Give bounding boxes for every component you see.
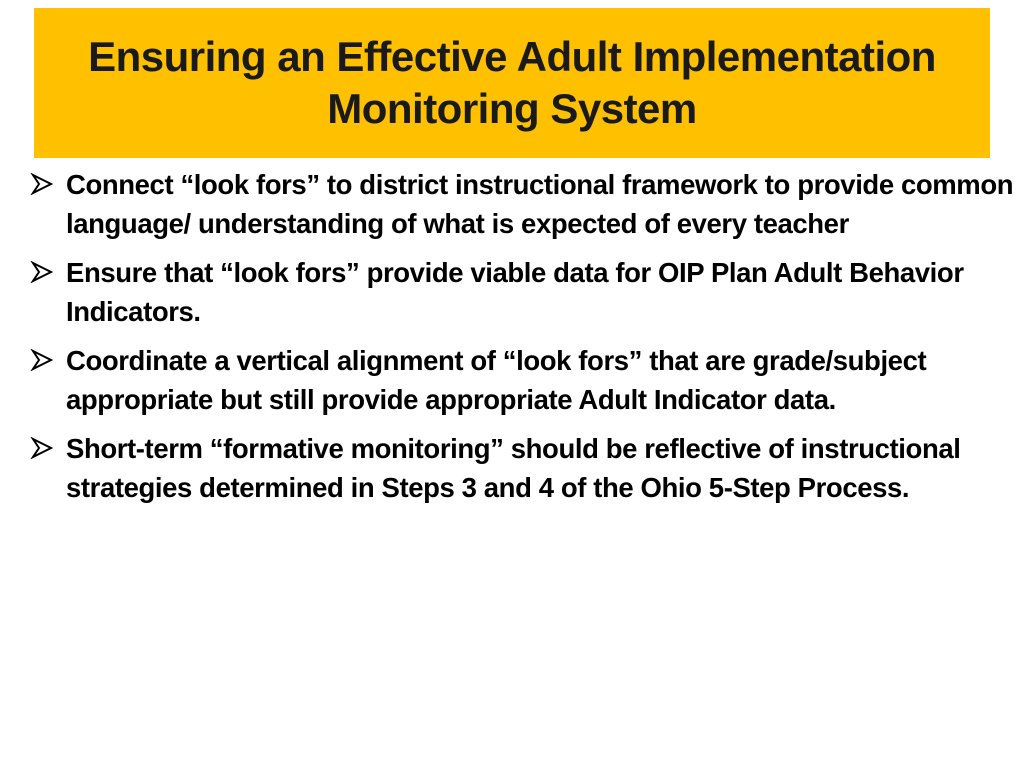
arrow-bullet-icon <box>30 429 66 467</box>
slide-title: Ensuring an Effective Adult Implementation Monitoring System <box>88 33 936 132</box>
list-item <box>30 341 1015 419</box>
bullet-text: Connect “look fors” to district instructional framework to provide common language/ understanding of what is expected of every teacher <box>66 169 1014 239</box>
bullet-list <box>30 165 1015 517</box>
arrow-bullet-icon <box>30 253 66 291</box>
title-banner <box>34 8 990 158</box>
list-item <box>30 429 1015 507</box>
list-item <box>30 253 1015 331</box>
arrow-bullet-icon <box>30 165 66 203</box>
bullet-text: Coordinate a vertical alignment of “look fors” that are grade/subject appropriate but still provide appropriate Adult Indicator data. <box>66 345 927 415</box>
arrow-bullet-icon <box>30 341 66 379</box>
bullet-text: Short-term “formative monitoring” should be reflective of instructional strategies determined in Steps 3 and 4 of the Ohio 5-Step Process. <box>66 433 961 503</box>
list-item <box>30 165 1015 243</box>
bullet-text: Ensure that “look fors” provide viable data for OIP Plan Adult Behavior Indicators. <box>66 257 964 327</box>
